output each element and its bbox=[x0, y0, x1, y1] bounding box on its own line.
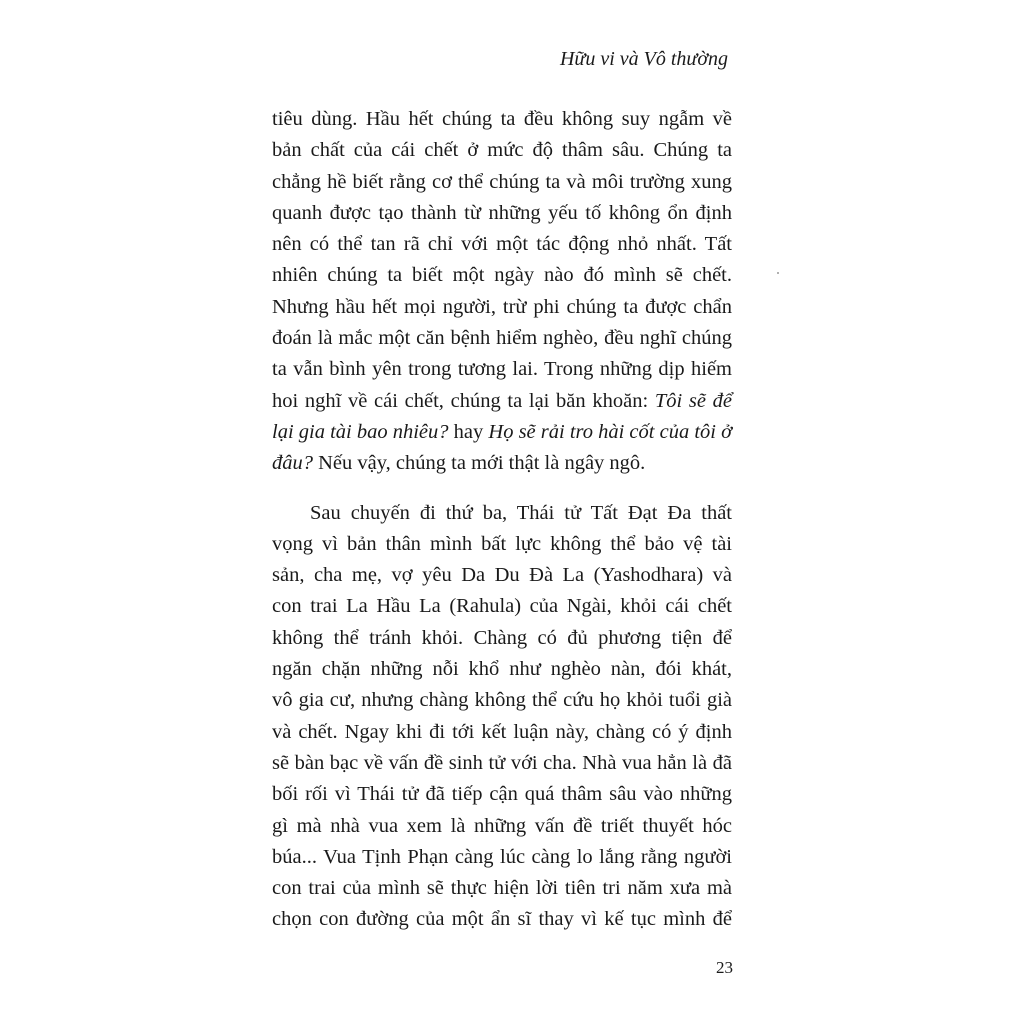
italic-quote: Tôi sẽ để bbox=[654, 389, 732, 412]
text-line: quanh được tạo thành từ những yếu tố không ổn định bbox=[272, 201, 732, 224]
paragraph-spacer bbox=[272, 480, 732, 498]
text-line: ngăn chặn những nỗi khổ như nghèo nàn, đói khát, bbox=[272, 658, 732, 681]
body-text bbox=[272, 104, 732, 936]
text-line: và chết. Ngay khi đi tới kết luận này, chàng có ý định bbox=[272, 720, 732, 743]
running-title: Hữu vi và Vô thường bbox=[559, 48, 728, 70]
text-line: con trai La Hầu La (Rahula) của Ngài, khỏi cái chết bbox=[272, 595, 732, 618]
text-line: sẽ bàn bạc về vấn đề sinh tử với cha. Nhà vua hẳn là đã bbox=[272, 751, 732, 774]
text-line: bản chất của cái chết ở mức độ thâm sâu. Chúng ta bbox=[272, 139, 732, 162]
text-line: nhiên chúng ta biết một ngày nào đó mình sẽ chết. bbox=[272, 264, 732, 287]
text-line: chọn con đường của một ẩn sĩ thay vì kế tục mình để bbox=[272, 908, 732, 931]
text-line: đoán là mắc một căn bệnh hiểm nghèo, đều nghĩ chúng bbox=[272, 327, 732, 350]
text-line: bối rối vì Thái tử đã tiếp cận quá thâm sâu vào những bbox=[272, 783, 732, 806]
text-line bbox=[272, 448, 732, 479]
italic-quote: lại gia tài bao nhiêu? bbox=[272, 420, 449, 443]
italic-quote: đâu? bbox=[272, 452, 313, 475]
text-segment: hoi nghĩ về cái chết, chúng ta lại băn khoăn: bbox=[272, 389, 655, 412]
text-line: ta vẫn bình yên trong tương lai. Trong những dịp hiếm bbox=[272, 358, 732, 381]
text-line: búa... Vua Tịnh Phạn càng lúc càng lo lắng rằng người bbox=[272, 845, 732, 868]
text-line: vọng vì bản thân mình bất lực không thể bảo vệ tài bbox=[272, 532, 732, 555]
text-line bbox=[272, 386, 732, 417]
text-line: con trai của mình sẽ thực hiện lời tiên tri năm xưa mà bbox=[272, 877, 732, 900]
text-line: chẳng hề biết rằng cơ thể chúng ta và môi trường xung bbox=[272, 170, 732, 193]
text-segment: hay bbox=[448, 420, 489, 443]
text-line: vô gia cư, nhưng chàng không thể cứu họ khỏi tuổi già bbox=[272, 689, 732, 712]
text-line: nên có thể tan rã chỉ với một tác động nhỏ nhất. Tất bbox=[272, 233, 732, 256]
paragraph-1 bbox=[272, 104, 732, 480]
text-line: sản, cha mẹ, vợ yêu Da Du Đà La (Yashodhara) và bbox=[272, 564, 732, 587]
scan-speck bbox=[777, 272, 779, 274]
text-line: không thể tránh khỏi. Chàng có đủ phương tiện để bbox=[272, 626, 732, 649]
page-number: 23 bbox=[716, 958, 733, 977]
text-segment: Nếu vậy, chúng ta mới thật là ngây ngô. bbox=[313, 452, 646, 475]
text-line: gì mà nhà vua xem là những vấn đề triết thuyết hóc bbox=[272, 814, 732, 837]
text-line bbox=[272, 417, 732, 448]
text-line: tiêu dùng. Hầu hết chúng ta đều không suy ngẫm về bbox=[272, 108, 732, 130]
paragraph-2 bbox=[272, 498, 732, 936]
text-line: Nhưng hầu hết mọi người, trừ phi chúng ta được chẩn bbox=[272, 295, 732, 318]
text-line: Sau chuyến đi thứ ba, Thái tử Tất Đạt Đa thất bbox=[310, 501, 732, 524]
italic-quote: Họ sẽ rải tro hài cốt của tôi ở bbox=[488, 420, 733, 443]
